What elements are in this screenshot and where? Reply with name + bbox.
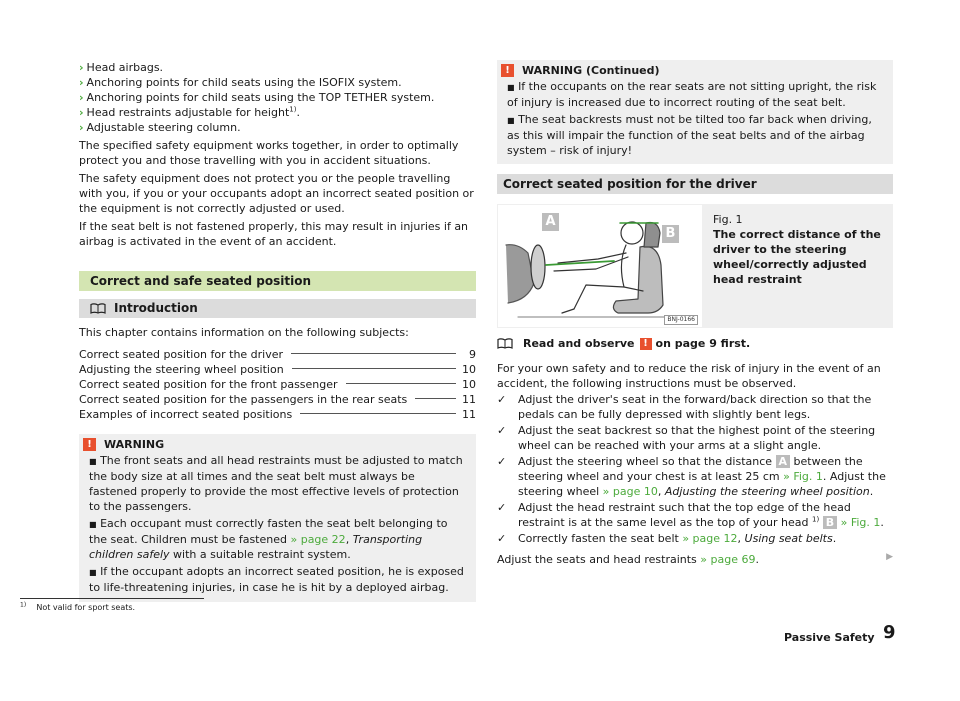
warning-title: ! WARNING (Continued) <box>501 63 883 77</box>
toc-entry[interactable]: Examples of incorrect seated positions 11 <box>79 408 476 421</box>
read-and-observe: Read and observe ! on page 9 first. <box>497 336 893 351</box>
figure-code: BNJ-0166 <box>664 315 698 325</box>
left-column <box>79 60 476 602</box>
checklist <box>497 392 893 546</box>
instructions-intro: For your own safety and to reduce the risk of injury in the event of an accident, the following instructions must be observed. <box>497 362 881 390</box>
toc-entry[interactable]: Correct seated position for the driver 9 <box>79 348 476 361</box>
list-item: ✓ Adjust the seat backrest so that the highest point of the steering wheel can be reached with your arms at a slight angle. <box>497 424 876 452</box>
checkmark-icon: ✓ <box>497 393 507 406</box>
list-item: › Head restraints adjustable for height$^{1)}$. <box>79 105 300 119</box>
book-icon <box>90 303 106 314</box>
figure-caption: Fig. 1 The correct distance of the driver to the steering wheel/correctly adjusted head restraint <box>713 213 881 286</box>
intro-text: This chapter contains information on the following subjects: <box>79 326 409 339</box>
page-link[interactable]: » page 10 <box>602 485 658 498</box>
closing-line: Adjust the seats and head restraints » page 69. ▶ <box>497 552 893 566</box>
paragraph: If the seat belt is not fastened properly, this may result in injuries if an airbag is activated in the event of an accident. <box>79 220 469 248</box>
chevron-right-icon: › <box>79 106 84 119</box>
page-number: 9 <box>883 622 896 643</box>
warning-icon: ! <box>501 64 514 77</box>
toc-entry[interactable]: Correct seated position for the front passenger 10 <box>79 378 476 391</box>
warning-item: ■ If the occupant adopts an incorrect seated position, he is exposed to life-threatening injuries, in case he is hit by a deployed airbag. <box>89 565 464 594</box>
chevron-right-icon: › <box>79 76 84 89</box>
checkmark-icon: ✓ <box>497 455 507 468</box>
list-item: › Head airbags. <box>79 61 164 74</box>
paragraph: The safety equipment does not protect you or the people travelling with you, if you or your occupants adopt an incorrect seated position or the equipment is not correctly adjusted or used. <box>79 172 474 215</box>
checkmark-icon: ✓ <box>497 501 507 514</box>
footer-section-title: Passive Safety <box>784 631 875 644</box>
table-of-contents <box>79 347 476 422</box>
page-link[interactable]: » page 12 <box>682 532 738 545</box>
footnote: $^{1)}$ Not valid for sport seats. <box>20 601 136 612</box>
list-item: › Adjustable steering column. <box>79 121 241 134</box>
right-column <box>497 60 893 567</box>
label-a: A <box>542 213 559 231</box>
warning-item: ■ If the occupants on the rear seats are not sitting upright, the risk of injury is increased due to incorrect routing of the seat belt. <box>507 80 877 109</box>
footnote-ref[interactable]: 1) <box>812 515 820 524</box>
list-item: ✓ Adjust the steering wheel so that the distance A between the steering wheel and your chest is at least 25 cm » Fig. 1. Adjust the steering wheel » page 10, Adjusting the steering wheel position. <box>497 455 886 498</box>
feature-list <box>79 60 476 135</box>
list-item: ✓ Adjust the driver's seat in the forward/back direction so that the pedals can be fully depressed with slightly bent legs. <box>497 393 872 421</box>
toc-entry[interactable]: Correct seated position for the passengers in the rear seats 11 <box>79 393 476 406</box>
introduction-heading: Introduction <box>79 299 476 318</box>
page-link[interactable]: » page 69 <box>700 553 756 566</box>
page-link[interactable]: » page 22 <box>290 533 346 546</box>
book-icon <box>497 338 513 349</box>
checkmark-icon: ✓ <box>497 532 507 545</box>
warning-item: ■ The front seats and all head restraints must be adjusted to match the body size at all times and the seat belt must always be fastened properly to provide the most effective levels of protection to the passengers. <box>89 454 463 513</box>
label-b: B <box>823 516 837 529</box>
list-item: ✓ Correctly fasten the seat belt » page 12, Using seat belts. <box>497 532 837 545</box>
section-heading: Correct and safe seated position <box>79 271 476 291</box>
warning-icon: ! <box>83 438 96 451</box>
warning-continued-box <box>497 60 893 164</box>
paragraph: The specified safety equipment works together, in order to optimally protect you and those travelling with you in accident situations. <box>79 139 459 167</box>
figure-link[interactable]: » Fig. 1 <box>840 516 881 529</box>
driver-seat-drawing <box>498 205 702 327</box>
warning-item: ■ The seat backrests must not be tilted too far back when driving, as this will impair the function of the seat belts and of the airbag system – risk of injury! <box>507 113 872 157</box>
footnote-divider <box>20 598 204 599</box>
section-heading: Correct seated position for the driver <box>497 174 893 194</box>
driver-seating-illustration <box>497 204 703 328</box>
toc-entry[interactable]: Adjusting the steering wheel position 10 <box>79 363 476 376</box>
checkmark-icon: ✓ <box>497 424 507 437</box>
label-b: B <box>662 225 679 243</box>
label-a: A <box>776 455 791 468</box>
footnote-ref[interactable]: 1) <box>289 105 297 114</box>
warning-icon[interactable]: ! <box>640 338 652 350</box>
warning-box <box>79 434 476 602</box>
list-item: › Anchoring points for child seats using the TOP TETHER system. <box>79 91 435 104</box>
figure-link[interactable]: » Fig. 1 <box>783 470 823 483</box>
warning-title: ! WARNING <box>83 437 466 451</box>
list-item: › Anchoring points for child seats using the ISOFIX system. <box>79 76 402 89</box>
chevron-right-icon: › <box>79 121 84 134</box>
chevron-right-icon: › <box>79 61 84 74</box>
chevron-right-icon: › <box>79 91 84 104</box>
figure <box>497 204 893 328</box>
warning-item: ■ Each occupant must correctly fasten the seat belt belonging to the seat. Children must be fastened » page 22, Transporting children safely with a suitable restraint system. <box>89 517 448 561</box>
list-item: ✓ Adjust the head restraint such that the top edge of the head restraint is at the same level as the top of your head $^{1)}$ B » Fig. 1. <box>497 501 884 529</box>
continue-arrow-icon: ▶ <box>886 552 893 562</box>
